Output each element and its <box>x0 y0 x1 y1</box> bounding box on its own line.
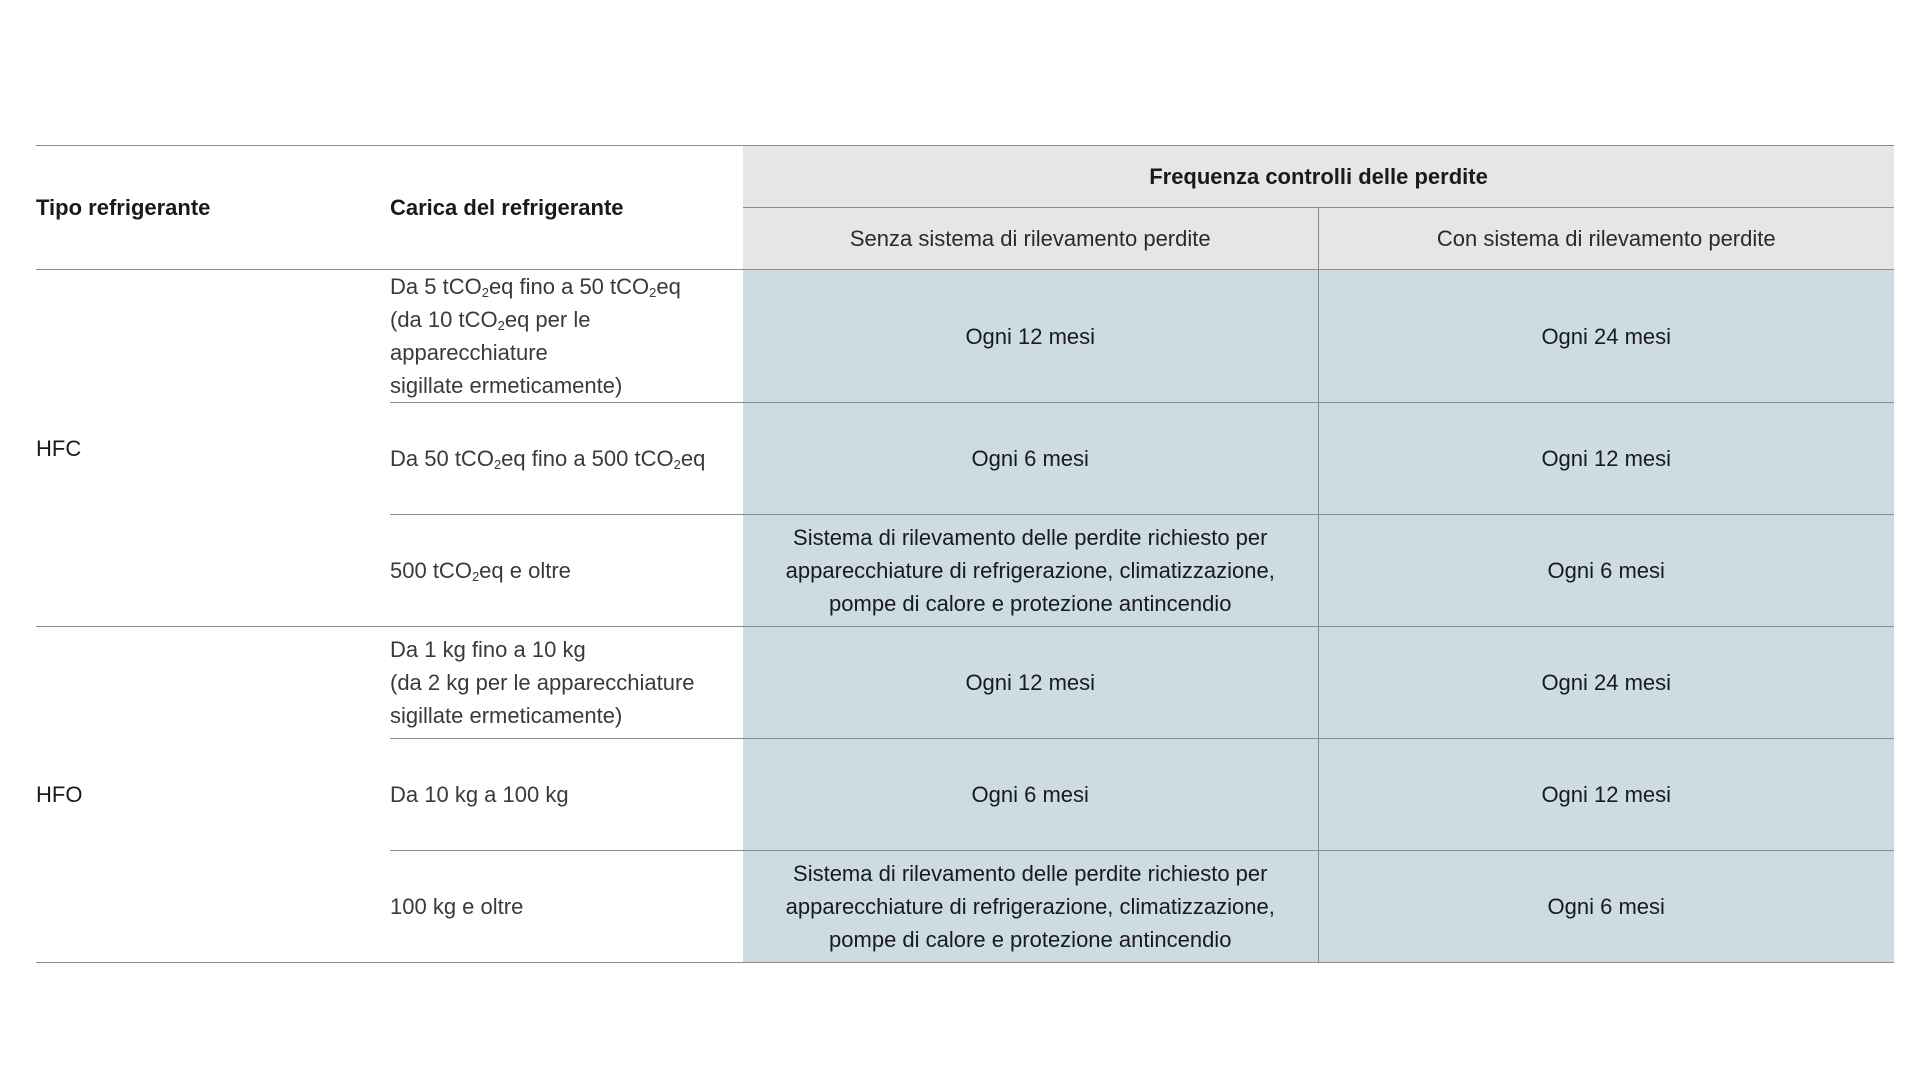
refrigerant-charge-cell <box>390 515 743 627</box>
header-with-detection: Con sistema di rilevamento perdite <box>1318 208 1894 270</box>
charge-text: (da 10 tCO <box>390 307 498 332</box>
charge-text: 500 tCO <box>390 558 472 583</box>
frequency-without-detection-cell <box>743 403 1318 515</box>
charge-text: eq <box>680 446 706 471</box>
subscript-text: 2 <box>481 285 489 300</box>
charge-text: 100 kg e oltre <box>390 894 524 919</box>
subscript-text: 2 <box>471 569 480 584</box>
charge-text: eq fino a 500 tCO <box>501 446 674 471</box>
frequency-text: Ogni 6 mesi <box>971 446 1089 471</box>
charge-text: eq <box>656 274 681 299</box>
subscript-text: 2 <box>673 457 681 472</box>
frequency-with-detection-cell: Ogni 6 mesi <box>1318 515 1894 627</box>
table-body <box>36 270 1894 963</box>
subscript-text: 2 <box>497 318 505 333</box>
charge-line <box>390 666 737 699</box>
charge-line <box>390 699 737 732</box>
charge-line <box>390 633 737 666</box>
frequency-text: apparecchiature di refrigerazione, climatizzazione, <box>785 894 1275 919</box>
charge-text: Da 5 tCO <box>390 274 482 299</box>
frequency-with-detection-cell: Ogni 6 mesi <box>1318 851 1894 963</box>
frequency-text: Ogni 12 mesi <box>965 323 1096 349</box>
charge-text: Da 50 tCO <box>390 446 494 471</box>
header-refrigerant-type: Tipo refrigerante <box>36 146 390 270</box>
charge-text: sigillate ermeticamente) <box>390 703 623 728</box>
charge-line <box>390 303 737 369</box>
refrigerant-type-cell: HFC <box>36 270 390 627</box>
header-without-detection: Senza sistema di rilevamento perdite <box>743 208 1318 270</box>
charge-text: sigillate ermeticamente) <box>390 373 623 398</box>
charge-line <box>390 890 737 923</box>
frequency-without-detection-cell <box>743 515 1318 627</box>
charge-text: eq e oltre <box>479 558 571 583</box>
charge-line <box>390 369 737 402</box>
header-leak-check-frequency: Frequenza controlli delle perdite <box>743 146 1894 208</box>
charge-line <box>390 442 737 475</box>
frequency-with-detection-cell: Ogni 12 mesi <box>1318 739 1894 851</box>
refrigerant-charge-cell <box>390 627 743 739</box>
frequency-without-detection-cell <box>743 270 1318 403</box>
frequency-text: Sistema di rilevamento delle perdite richiesto per <box>793 525 1268 550</box>
subscript-text: 2 <box>649 285 657 300</box>
refrigerant-charge-cell <box>390 851 743 963</box>
charge-text: eq per le apparecchiature <box>390 307 591 365</box>
charge-line <box>390 778 737 811</box>
charge-line <box>390 554 737 587</box>
frequency-with-detection-cell: Ogni 24 mesi <box>1318 627 1894 739</box>
charge-line <box>390 270 737 303</box>
refrigerant-charge-cell <box>390 739 743 851</box>
frequency-without-detection-cell <box>743 739 1318 851</box>
frequency-without-detection-cell <box>743 627 1318 739</box>
frequency-with-detection-cell: Ogni 12 mesi <box>1318 403 1894 515</box>
charge-text: Da 10 kg a 100 kg <box>390 782 569 807</box>
table-row <box>36 270 1894 403</box>
frequency-text: pompe di calore e protezione antincendio <box>829 591 1232 616</box>
frequency-text: Ogni 6 mesi <box>971 782 1089 807</box>
subscript-text: 2 <box>493 457 502 472</box>
refrigerant-charge-cell <box>390 403 743 515</box>
frequency-text: Ogni 12 mesi <box>965 670 1096 695</box>
charge-text: (da 2 kg per le apparecchiature <box>390 670 695 695</box>
refrigerant-charge-cell <box>390 270 743 403</box>
refrigerant-type-cell: HFO <box>36 627 390 963</box>
frequency-without-detection-cell <box>743 851 1318 963</box>
leak-check-frequency-table <box>36 145 1894 963</box>
frequency-text: pompe di calore e protezione antincendio <box>829 927 1232 952</box>
charge-text: eq fino a 50 tCO <box>488 274 650 299</box>
header-refrigerant-charge: Carica del refrigerante <box>390 146 743 270</box>
table-row <box>36 627 1894 739</box>
frequency-text: apparecchiature di refrigerazione, climatizzazione, <box>785 558 1275 583</box>
frequency-with-detection-cell: Ogni 24 mesi <box>1318 270 1894 403</box>
charge-text: Da 1 kg fino a 10 kg <box>390 637 586 662</box>
frequency-text: Sistema di rilevamento delle perdite richiesto per <box>793 861 1268 886</box>
